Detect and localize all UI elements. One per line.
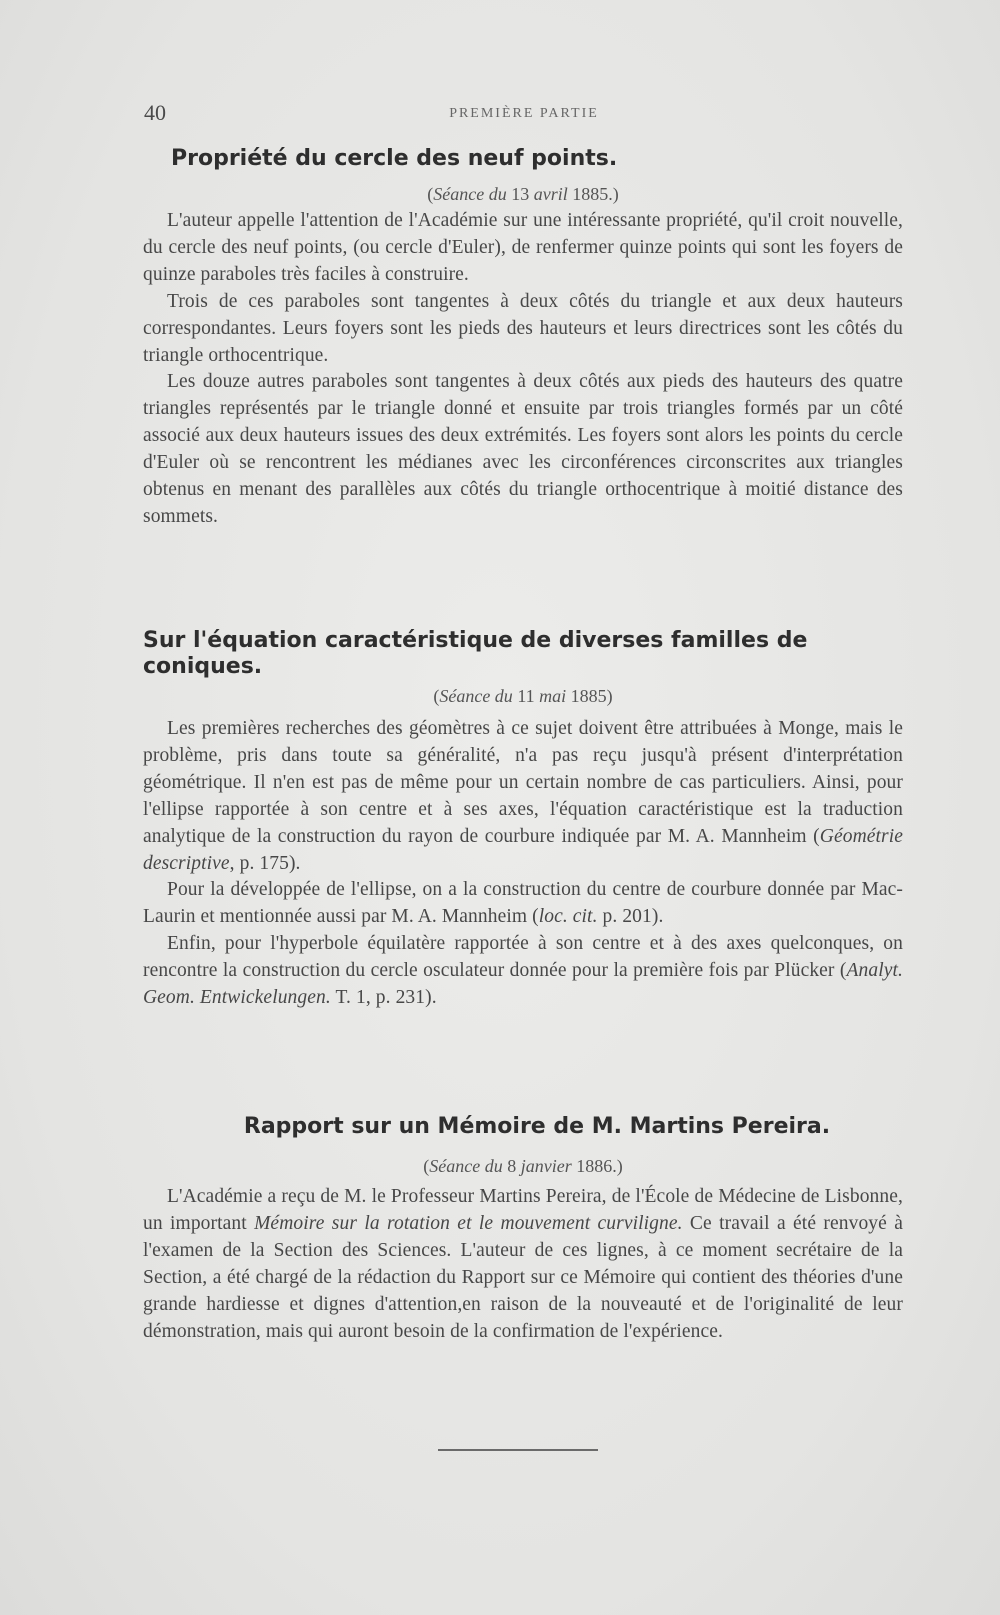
section-martins-pereira-report xyxy=(143,1114,903,1345)
paragraph: Pour la développée de l'ellipse, on a la construction du centre de courbure donnée par Mac-Laurin et mentionnée aussi par M. A. Mannheim (loc. cit. p. 201). xyxy=(143,879,903,928)
session-date: (Séance du 11 mai 1885) xyxy=(433,686,613,706)
session-date: (Séance du 13 avril 1885.) xyxy=(427,184,619,204)
section-title: Sur l'équation caractéristique de diverses familles de coniques. xyxy=(143,628,808,679)
session-date: (Séance du 8 janvier 1886.) xyxy=(423,1156,623,1176)
section-characteristic-equation xyxy=(143,628,903,1012)
paragraph: Enfin, pour l'hyperbole équilatère rapportée à son centre et à des axes quelconques, on rencontre la construction du cercle osculateur donnée pour la première fois par Plücker (Analyt. Geom. Entwickelungen. T. 1, p. 231). xyxy=(143,933,903,1009)
end-rule xyxy=(438,1449,598,1451)
paragraph: L'auteur appelle l'attention de l'Académie sur une intéressante propriété, qu'il croit nouvelle, du cercle des neuf points, (ou cercle d'Euler), de renfermer quinze points qui sont les foyers de quinze paraboles très faciles à construire. xyxy=(143,210,903,285)
section-title: Rapport sur un Mémoire de M. Martins Pereira. xyxy=(243,1114,831,1139)
section-body xyxy=(143,716,903,1012)
section-nine-point-circle xyxy=(143,146,903,531)
section-body xyxy=(143,1184,903,1345)
paragraph: Les premières recherches des géomètres à ce sujet doivent être attribuées à Monge, mais le problème, pris dans toute sa généralité, n'a pas reçu jusqu'à présent d'interprétation géométrique. Il n'en est pas de même pour un certain nombre de cas particuliers. Ainsi, pour l'ellipse rapportée à son centre et à ses axes, l'équation caractéristique est la traduction analytique de la construction du rayon de courbure indiquée par M. A. Mannheim (Géométrie descriptive, p. 175). xyxy=(143,718,903,874)
paragraph: Trois de ces paraboles sont tangentes à deux côtés du triangle et aux deux hauteurs correspondantes. Leurs foyers sont les pieds des hauteurs et leurs directrices sont les côtés du triangle orthocentrique. xyxy=(143,290,903,366)
section-body xyxy=(143,208,903,531)
paragraph: Les douze autres paraboles sont tangentes à deux côtés aux pieds des hauteurs des quatre triangles représentés par le triangle donné et ensuite par trois triangles formés par un côté associé aux deux hauteurs issues des deux extrémités. Les foyers sont alors les points du cercle d'Euler où se rencontrent les médianes avec les circonférences circonscrites aux triangles obtenus en menant des parallèles aux côtés du triangle orthocentrique à moitié distance des sommets. xyxy=(143,371,903,527)
running-title: PREMIÈRE PARTIE xyxy=(449,106,599,121)
section-title: Propriété du cercle des neuf points. xyxy=(171,146,618,171)
paragraph: L'Académie a reçu de M. le Professeur Martins Pereira, de l'École de Médecine de Lisbonne, un important Mémoire sur la rotation et le mouvement curviligne. Ce travail a été renvoyé à l'examen de la Section des Sciences. L'auteur de ces lignes, à ce moment secrétaire de la Section, a été chargé de la rédaction du Rapport sur ce Mémoire qui contient des théories d'une grande hardiesse et dignes d'attention,en raison de la nouveauté et de l'originalité de leur démonstration, mais qui auront besoin de la confirmation de l'expérience. xyxy=(143,1186,904,1342)
running-head xyxy=(144,100,904,132)
page-number: 40 xyxy=(144,100,166,125)
